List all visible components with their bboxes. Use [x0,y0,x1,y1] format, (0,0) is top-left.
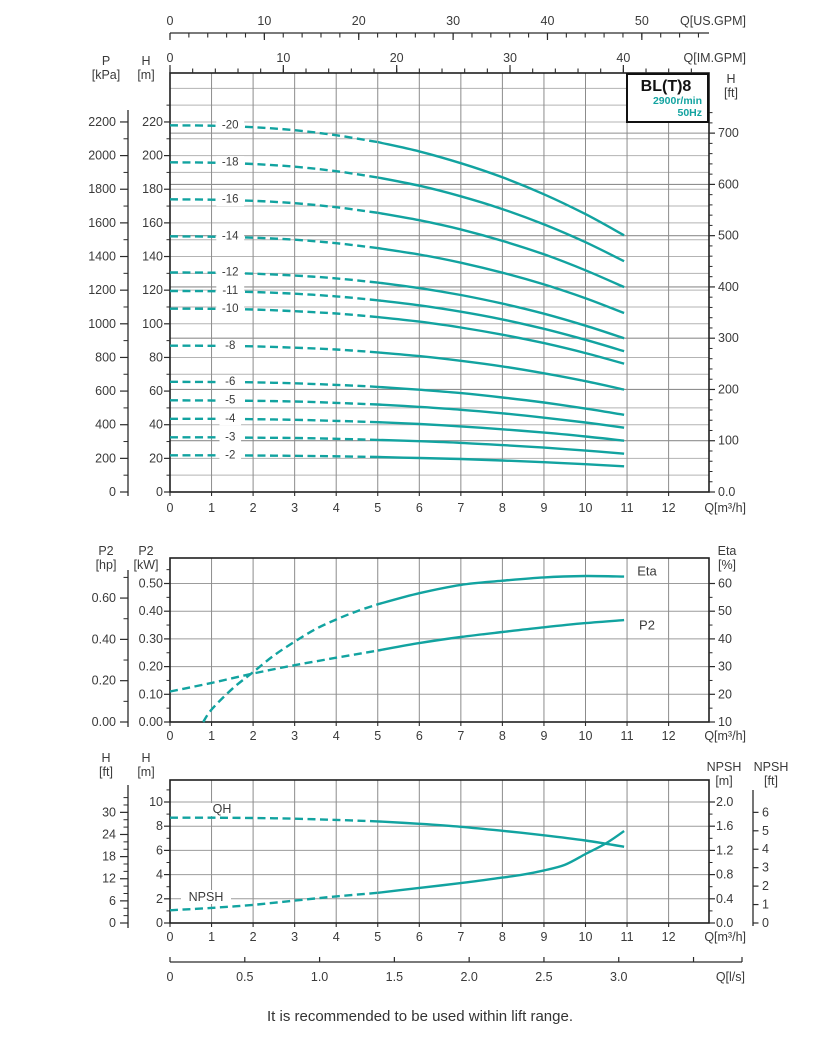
axis-unit-eta: [%] [717,558,737,572]
tick-label-p2-kw: 0.30 [138,631,163,646]
curve-label-stage: -16 [221,193,239,206]
axis-label-m3h: Q[m³/h] [704,729,746,743]
tick-label-h-ft: 700 [718,126,739,141]
tick-label-h-ft: 600 [718,177,739,192]
tick-label-imgpm: 0 [166,51,174,65]
tick-label-m3h: 5 [374,930,382,944]
tick-label-m3h: 9 [540,930,548,944]
tick-label-m3h: 2 [249,729,257,743]
tick-label-h-m: 220 [142,114,163,129]
curve-eta-dashed [203,604,378,722]
tick-label-m3h: 8 [498,930,506,944]
tick-label-h-ft: 400 [718,279,739,294]
tick-label-h-m: 60 [149,384,163,399]
curve-label-p2: P2 [639,617,655,633]
tick-label-m3h: 7 [457,930,465,944]
tick-label-h-m: 2 [156,891,163,906]
curve-stage-3-dashed [170,437,378,440]
frequency-label: 50Hz [677,106,702,119]
axis-title-npsh-m: NPSH [706,760,742,774]
tick-label-m3h: 10 [578,729,593,743]
curve-stage-4-dashed [170,419,378,422]
tick-label-p-kpa: 400 [95,417,116,432]
tick-label-m3h: 6 [415,729,423,743]
tick-label-p-kpa: 1400 [88,249,116,264]
tick-label-m3h: 3 [291,930,299,944]
tick-label-m3h: 0 [166,501,174,515]
tick-label-npsh-m: 0.0 [716,916,734,930]
axis-label-m3h: Q[m³/h] [704,930,746,944]
tick-label-p2-hp: 0.40 [91,632,116,647]
axis-title-eta: Eta [717,544,737,558]
tick-label-p-kpa: 800 [95,350,116,365]
curve-label-stage: -20 [221,119,239,132]
tick-label-m3h: 6 [415,930,423,944]
tick-label-h-ft: 100 [718,433,739,448]
tick-label-imgpm: 10 [276,51,291,65]
tick-label-usgpm: 30 [446,14,461,28]
curve-label-stage: -3 [225,431,236,444]
curve-stage-2-dashed [170,455,378,457]
curve-stage-5-dashed [170,400,378,404]
axis-title-p2-kw: P2 [138,544,154,558]
tick-label-m3h: 0 [166,930,174,944]
axis-title-p2-hp: P2 [98,544,114,558]
tick-label-p2-kw: 0.20 [138,659,163,674]
caption: It is recommended to be used within lift range. [267,1008,573,1025]
tick-label-eta: 30 [718,659,732,674]
tick-label-m3h: 8 [498,501,506,515]
tick-label-m3h: 9 [540,501,548,515]
axis-unit-p2-hp: [hp] [95,558,117,572]
tick-label-usgpm: 10 [257,14,272,28]
tick-label-h-ft: 0 [109,916,116,930]
tick-label-p-kpa: 1200 [88,283,116,298]
axis-title-h-m: H [141,54,151,68]
tick-label-m3h: 8 [498,729,506,743]
tick-label-h-m: 20 [149,451,163,466]
tick-label-eta: 20 [718,687,732,702]
tick-label-m3h: 3 [291,501,299,515]
tick-label-h-ft: 30 [102,805,116,820]
tick-label-eta: 60 [718,576,732,591]
axis-unit-h-ft: [ft] [99,765,113,779]
tick-label-p-kpa: 1000 [88,316,116,331]
axis-title-p: P [101,54,111,68]
tick-label-h-m: 180 [142,182,163,197]
tick-label-p-kpa: 200 [95,451,116,466]
tick-label-m3h: 4 [332,930,340,944]
axis-title-h-ft: H [101,751,111,765]
tick-label-h-m: 80 [149,350,163,365]
curve-label-stage: -6 [225,375,236,388]
curve-stage-3-solid [378,440,624,454]
curve-stage-14-dashed [170,236,378,248]
axis-title-h-m: H [141,751,151,765]
tick-label-h-ft: 24 [102,827,116,842]
tick-label-p2-kw: 0.00 [138,715,163,729]
tick-label-imgpm: 20 [389,51,404,65]
axis-unit-npsh-m: [m] [715,774,733,788]
curve-label-stage: -8 [225,339,236,352]
tick-label-p2-hp: 0.00 [91,715,116,729]
axis-label-m3h: Q[m³/h] [704,501,746,515]
axis-label-imgpm: Q[IM.GPM] [683,51,746,65]
curve-p2-solid [378,620,624,650]
tick-label-eta: 50 [718,604,732,619]
tick-label-npsh-ft: 4 [762,842,769,857]
tick-label-h-ft: 12 [102,871,116,886]
tick-label-m3h: 9 [540,729,548,743]
tick-label-ls: 3.0 [610,970,628,984]
tick-label-imgpm: 30 [503,51,517,65]
tick-label-h-ft: 200 [718,382,739,397]
tick-label-npsh-m: 2.0 [716,795,734,809]
tick-label-ls: 2.5 [535,970,553,984]
axis-label-ls: Q[l/s] [715,970,745,984]
tick-label-m3h: 12 [661,729,676,743]
tick-label-h-m: 0 [156,916,163,930]
curve-stage-6-solid [378,387,624,415]
tick-label-npsh-m: 0.4 [716,891,734,906]
speed-label: 2900r/min [652,94,702,107]
axis-unit-p2-kw: [kW] [133,558,159,572]
axis-title-npsh-ft: NPSH [753,760,789,774]
curve-label-stage: -2 [225,449,236,462]
curve-label-stage: -11 [222,285,239,298]
tick-label-h-m: 200 [142,148,163,163]
tick-label-usgpm: 50 [634,14,649,28]
tick-label-npsh-m: 0.8 [716,867,734,882]
tick-label-usgpm: 20 [351,14,366,28]
curve-stage-10-dashed [170,309,378,317]
plot-border-npsh [170,780,709,923]
curve-label-npsh: NPSH [188,890,224,904]
tick-label-npsh-m: 1.6 [716,819,734,834]
tick-label-npsh-m: 1.2 [716,843,734,858]
axis-unit-h-m: [m] [137,68,155,82]
tick-label-eta: 40 [718,631,732,646]
tick-label-p-kpa: 1600 [88,215,116,230]
tick-label-p2-kw: 0.40 [138,604,163,619]
tick-label-m3h: 11 [620,501,634,515]
axis-title-h-ft: H [726,72,736,86]
tick-label-npsh-ft: 5 [762,823,769,838]
tick-label-h-ft: 18 [102,849,116,864]
curve-label-eta: Eta [637,563,657,579]
tick-label-m3h: 0 [166,729,174,743]
tick-label-h-ft: 300 [718,331,739,346]
tick-label-p-kpa: 0 [109,485,116,499]
tick-label-h-m: 8 [156,819,163,834]
tick-label-ls: 1.0 [310,970,329,984]
curve-label-stage: -14 [221,230,239,243]
tick-label-h-ft: 0.0 [718,485,736,499]
curve-stage-11-dashed [170,291,378,300]
tick-label-npsh-ft: 2 [762,879,769,894]
tick-label-npsh-ft: 3 [762,860,769,875]
curve-label-stage: -4 [225,412,236,425]
tick-label-p2-kw: 0.50 [138,576,163,591]
tick-label-m3h: 2 [249,501,257,515]
tick-label-p-kpa: 1800 [88,182,116,197]
tick-label-h-m: 10 [149,795,163,809]
plot-border-head [170,73,709,492]
tick-label-m3h: 11 [620,729,634,743]
tick-label-usgpm: 40 [540,14,555,28]
axis-unit-h-ft: [ft] [724,86,738,100]
axis-unit-p: [kPa] [91,68,121,82]
tick-label-p-kpa: 600 [95,384,116,399]
curve-label-stage: -10 [221,302,239,315]
tick-label-m3h: 1 [208,930,216,944]
tick-label-m3h: 12 [661,501,676,515]
tick-label-npsh-ft: 6 [762,805,769,820]
tick-label-m3h: 2 [249,930,257,944]
tick-label-m3h: 7 [457,501,465,515]
tick-label-m3h: 1 [208,729,216,743]
curve-stage-12-dashed [170,273,378,283]
axis-label-usgpm: Q[US.GPM] [680,14,746,28]
tick-label-imgpm: 40 [616,51,631,65]
axis-unit-h-m: [m] [137,765,155,779]
tick-label-npsh-ft: 0 [762,916,769,930]
tick-label-p-kpa: 2200 [88,114,116,129]
tick-label-h-ft: 6 [109,893,116,908]
axis-unit-npsh-ft: [ft] [764,774,778,788]
tick-label-h-m: 6 [156,843,163,858]
tick-label-npsh-ft: 1 [762,897,769,912]
tick-label-usgpm: 0 [166,14,174,28]
model-box [626,73,709,123]
curve-label-stage: -5 [225,394,236,407]
curve-stage-8-dashed [170,346,378,353]
tick-label-m3h: 5 [374,501,382,515]
curve-stage-8-solid [378,352,624,389]
curve-stage-20-dashed [170,125,378,142]
tick-label-m3h: 3 [291,729,299,743]
tick-label-h-m: 120 [142,283,163,298]
tick-label-h-m: 160 [142,215,163,230]
tick-label-p2-hp: 0.20 [91,673,116,688]
tick-label-m3h: 10 [578,501,593,515]
curve-stage-12-solid [378,283,624,339]
curve-stage-16-solid [378,213,624,287]
tick-label-m3h: 4 [332,729,340,743]
tick-label-p-kpa: 2000 [88,148,116,163]
tick-label-m3h: 7 [457,729,465,743]
curve-stage-18-dashed [170,162,378,177]
curve-p2-dashed [170,651,378,692]
tick-label-m3h: 12 [661,930,676,944]
tick-label-p2-hp: 0.60 [91,591,116,606]
tick-label-ls: 0.5 [236,970,254,984]
tick-label-ls: 1.5 [385,970,404,984]
tick-label-h-ft: 500 [718,228,739,243]
tick-label-p2-kw: 0.10 [138,687,163,702]
tick-label-h-m: 100 [142,316,163,331]
tick-label-m3h: 5 [374,729,382,743]
tick-label-h-m: 0 [156,485,163,499]
curve-eta-solid [378,576,624,604]
tick-label-m3h: 11 [620,930,634,944]
curve-qh-dashed [170,818,378,822]
tick-label-ls: 0 [166,970,174,984]
tick-label-m3h: 1 [208,501,216,515]
tick-label-m3h: 10 [578,930,593,944]
curve-label-qh: QH [212,802,232,816]
curve-label-stage: -12 [221,266,239,279]
tick-label-h-m: 140 [142,249,163,264]
tick-label-h-m: 40 [149,417,163,432]
curve-stage-6-dashed [170,382,378,387]
tick-label-h-m: 4 [156,867,163,882]
curve-qh-solid [378,821,624,846]
curve-label-stage: -18 [221,156,239,169]
tick-label-m3h: 6 [415,501,423,515]
tick-label-ls: 2.0 [460,970,478,984]
tick-label-m3h: 4 [332,501,340,515]
model-label: BL(T)8 [640,77,692,95]
tick-label-eta: 10 [718,715,732,729]
